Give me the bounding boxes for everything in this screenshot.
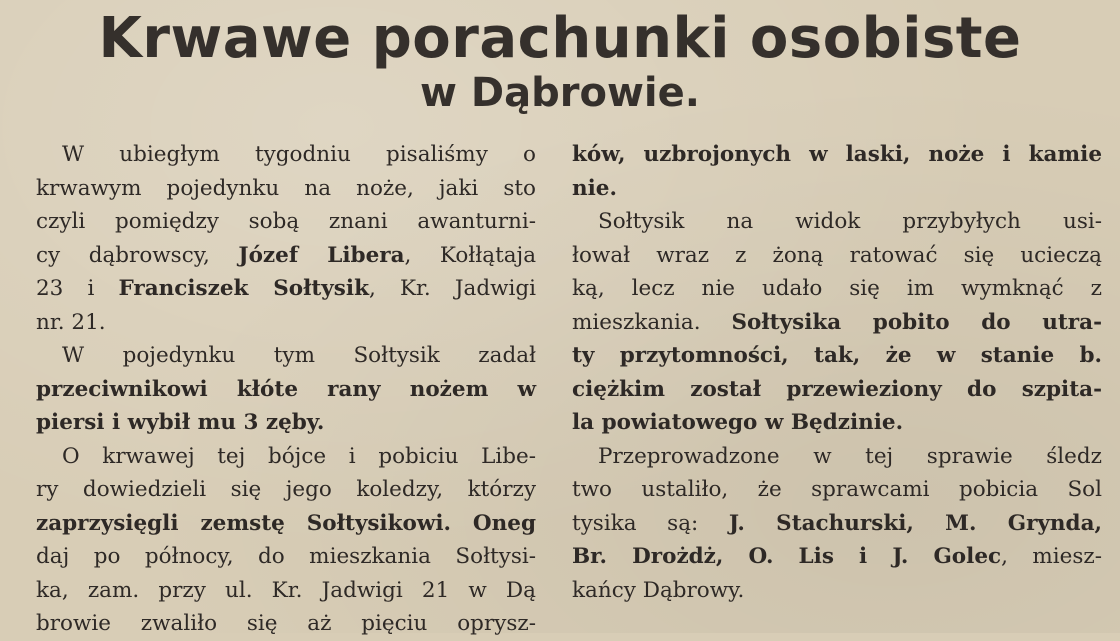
bold-text-run: ty przytomności, tak, że w stanie b. <box>572 343 1102 368</box>
text-line <box>36 574 536 608</box>
text-run: cy dąbrowscy, <box>36 242 239 268</box>
headline-line-2: w Dąbrowie. <box>420 70 700 116</box>
article-column-left <box>36 138 536 641</box>
text-line <box>36 138 536 172</box>
text-run: nr. 21. <box>36 309 106 335</box>
text-line <box>572 339 1102 373</box>
text-line <box>36 272 536 306</box>
text-line <box>572 440 1102 474</box>
text-line <box>572 507 1102 541</box>
text-line <box>572 540 1102 574</box>
text-run: , miesz- <box>1001 544 1103 569</box>
text-line <box>572 373 1102 407</box>
bold-text-run: ciężkim został przewieziony do szpita- <box>572 376 1102 402</box>
text-run: , Kr. Jadwigi <box>368 276 537 301</box>
bold-text-run: Br. Drożdż, O. Lis i J. Golec <box>572 544 1002 569</box>
text-line <box>36 239 536 273</box>
text-run: O krwawej tej bójce i pobiciu Libe- <box>62 443 536 469</box>
text-run: 23 i <box>36 276 119 301</box>
bold-text-run: przeciwnikowi kłóte rany nożem w <box>36 376 536 402</box>
text-run: Sołtysik na widok przybyłych usi- <box>598 209 1102 234</box>
text-line <box>572 138 1102 172</box>
bold-text-run: zaprzysięgli zemstę Sołtysikowi. Oneg <box>36 510 536 536</box>
bold-text-run: Franciszek Sołtysik <box>118 276 369 301</box>
bold-text-run: ków, uzbrojonych w laski, noże i kamie <box>572 142 1102 167</box>
bold-text-run: nie. <box>572 175 617 201</box>
text-line <box>36 306 536 340</box>
text-run: łował wraz z żoną ratować się ucieczą <box>572 242 1102 268</box>
text-run: krwawym pojedynku na noże, jaki sto <box>36 175 536 201</box>
text-line <box>572 574 1102 608</box>
bold-text-run: Sołtysika pobito do utra- <box>731 309 1102 335</box>
text-run: two ustaliło, że sprawcami pobicia Sol <box>572 477 1102 502</box>
text-run: mieszkania. <box>572 309 732 335</box>
text-run: ry dowiedzieli się jego koledzy, którzy <box>36 477 536 502</box>
text-run: W pojedynku tym Sołtysik zadał <box>62 343 536 368</box>
text-line <box>572 406 1102 440</box>
text-run: browie zwaliło się aż pięciu oprysz- <box>36 611 536 636</box>
bold-text-run: Józef Libera <box>238 242 405 268</box>
text-run: daj po północy, do mieszkania Sołtysi- <box>36 544 536 569</box>
text-line <box>36 607 536 641</box>
text-line <box>36 406 536 440</box>
text-line <box>36 205 536 239</box>
article-column-right <box>572 138 1102 607</box>
text-run: , Kołłątaja <box>404 242 537 268</box>
text-line <box>36 339 536 373</box>
text-run: ką, lecz nie udało się im wymknąć z <box>572 276 1102 301</box>
text-line <box>36 507 536 541</box>
text-run: tysika są: <box>572 510 729 536</box>
text-line <box>36 172 536 206</box>
text-run: Przeprowadzone w tej sprawie śledz <box>598 443 1102 469</box>
bold-text-run: J. Stachurski, M. Grynda, <box>728 510 1103 536</box>
text-run: ka, zam. przy ul. Kr. Jadwigi 21 w Dą <box>36 577 536 603</box>
text-line <box>572 239 1102 273</box>
text-line <box>572 473 1102 507</box>
text-line <box>36 540 536 574</box>
text-run: kańcy Dąbrowy. <box>572 577 745 603</box>
text-line <box>572 306 1102 340</box>
headline-line-1: Krwawe porachunki osobiste <box>98 6 1022 71</box>
text-line <box>572 272 1102 306</box>
text-run: W ubiegłym tygodniu pisaliśmy o <box>62 142 536 167</box>
text-line <box>36 440 536 474</box>
text-line <box>36 373 536 407</box>
text-run: czyli pomiędzy sobą znani awanturni- <box>36 209 536 234</box>
text-line <box>572 172 1102 206</box>
text-line <box>572 205 1102 239</box>
text-line <box>36 473 536 507</box>
bold-text-run: la powiatowego w Będzinie. <box>572 410 904 435</box>
bold-text-run: piersi i wybił mu 3 zęby. <box>36 410 325 435</box>
